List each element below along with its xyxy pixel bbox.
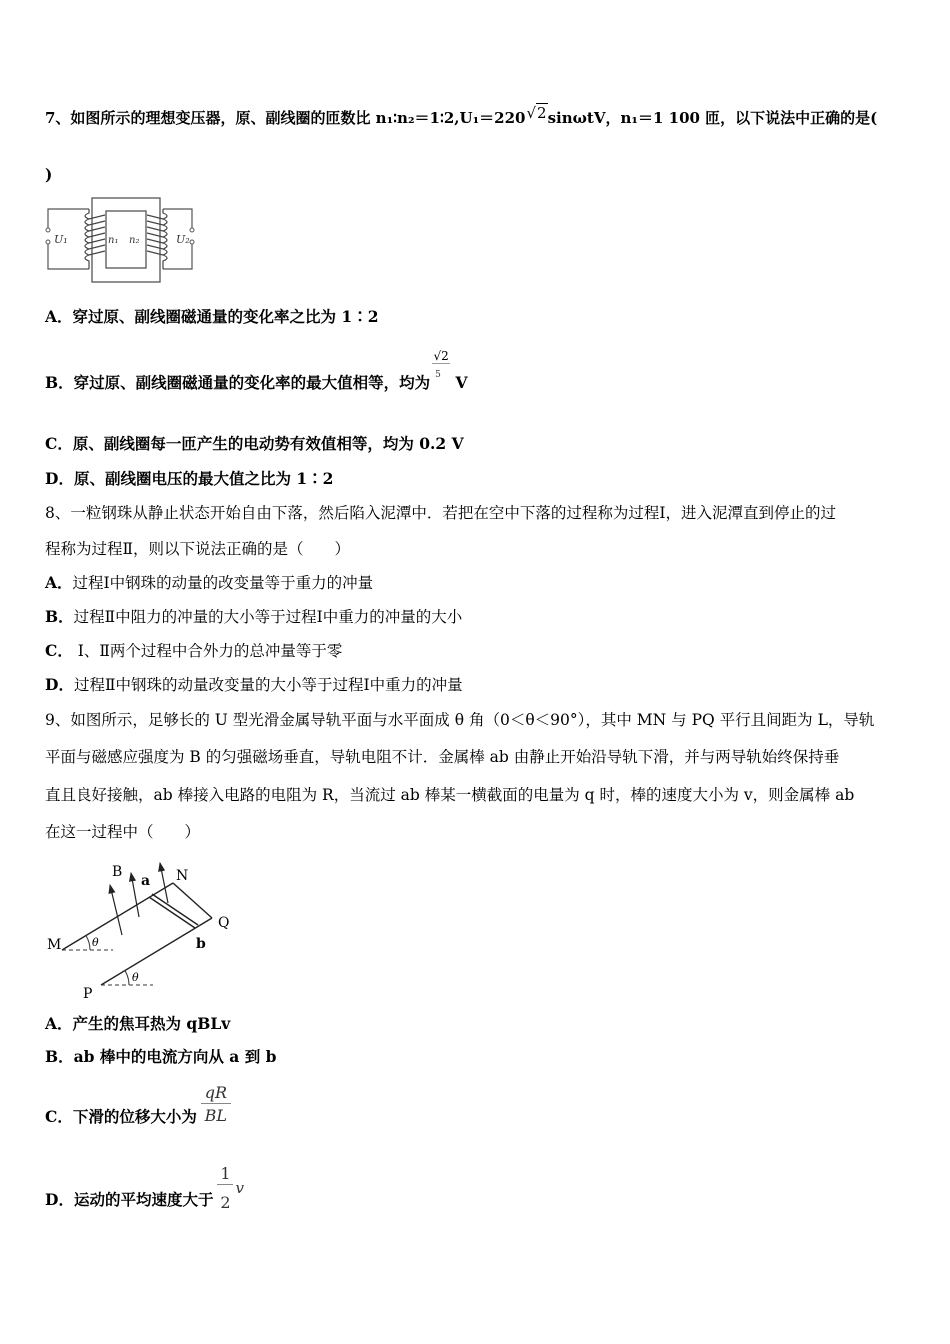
q9-option-d xyxy=(45,1164,244,1212)
option-label: A． xyxy=(45,1014,73,1033)
option-text: 下滑的位移大小为 xyxy=(72,1107,197,1126)
option-text: Ⅰ、Ⅱ两个过程中合外力的总冲量等于零 xyxy=(72,642,343,660)
q9-stem-line-4: 在这一过程中（ ） xyxy=(45,823,201,841)
option-text: 穿过原、副线圈磁通量的变化率的最大值相等，均为 xyxy=(73,373,431,392)
q8-stem-line-1: 8、一粒钢珠从静止状态开始自由下落，然后陷入泥潭中．若把在空中下落的过程称为过程Ⅰ，进入泥潭直到停止的过 xyxy=(45,504,836,522)
primary-coil xyxy=(85,209,105,269)
angle-arc-p xyxy=(125,971,129,985)
option-text: 过程Ⅱ中阻力的冲量的大小等于过程Ⅰ中重力的冲量的大小 xyxy=(73,608,463,626)
label-p: P xyxy=(83,986,93,1002)
option-unit: V xyxy=(450,373,468,392)
b-field-arrow-3 xyxy=(160,863,168,903)
fraction-denominator: BL xyxy=(204,1106,228,1125)
q7-stem-line-1 xyxy=(45,104,878,129)
q9-option-b xyxy=(45,1046,276,1068)
secondary-coil xyxy=(147,209,167,269)
q7-option-c xyxy=(45,433,464,455)
radicand: 2 xyxy=(537,104,547,122)
option-text: 原、副线圈每一匝产生的电动势有效值相等，均为 0.2 V xyxy=(72,434,464,453)
q9-option-c xyxy=(45,1083,231,1128)
q9-option-a xyxy=(45,1013,230,1035)
fraction xyxy=(432,349,450,388)
label-a: a xyxy=(141,873,151,889)
label-theta-m: θ xyxy=(92,936,99,949)
q7-option-a xyxy=(45,306,379,328)
angle-arc-m xyxy=(86,936,90,950)
q8-option-b xyxy=(45,606,462,628)
label-q: Q xyxy=(218,915,230,931)
q9-stem-line-1: 9、如图所示，足够长的 U 型光滑金属导轨平面与水平面成 θ 角（0＜θ＜90°），其中 MN 与 PQ 平行且间距为 L，导轨 xyxy=(45,711,875,729)
label-b-field: B xyxy=(112,864,123,880)
fraction-denominator: 2 xyxy=(220,1193,231,1212)
option-text: 原、副线圈电压的最大值之比为 1∶2 xyxy=(73,469,334,488)
primary-terminal-bottom xyxy=(46,240,50,244)
radical-sign: √ xyxy=(526,104,537,122)
q8-option-c xyxy=(45,640,342,662)
b-field-arrow-2 xyxy=(131,873,139,917)
option-text: 产生的焦耳热为 qBLv xyxy=(72,1014,231,1033)
b-field-arrow-1 xyxy=(110,885,122,935)
fraction-numerator: qR xyxy=(201,1083,231,1104)
option-text: 过程Ⅱ中钢珠的动量改变量的大小等于过程Ⅰ中重力的冲量 xyxy=(73,676,463,694)
label-b: b xyxy=(196,936,206,952)
label-n2: n₂ xyxy=(129,235,140,246)
label-theta-p: θ xyxy=(132,971,139,984)
option-label: D． xyxy=(45,675,74,694)
option-label: C． xyxy=(45,1107,73,1126)
sqrt-expression xyxy=(526,104,547,122)
label-u2: U₂ xyxy=(176,233,190,246)
fraction xyxy=(201,1083,231,1125)
option-text: 过程Ⅰ中钢珠的动量的改变量等于重力的冲量 xyxy=(72,574,374,592)
option-label: B． xyxy=(45,373,74,392)
primary-terminal-top xyxy=(46,228,50,232)
fraction-numerator: 1 xyxy=(217,1164,233,1185)
option-label: A． xyxy=(45,573,73,592)
option-label: C． xyxy=(45,434,73,453)
option-label: A． xyxy=(45,307,73,326)
rail-diagram xyxy=(45,855,240,1003)
option-label: B． xyxy=(45,607,74,626)
q7-option-d xyxy=(45,468,333,490)
q8-option-a xyxy=(45,572,373,594)
fraction-numerator: √2 xyxy=(433,349,449,363)
rod-ab-edge-1 xyxy=(149,897,195,928)
option-label: D． xyxy=(45,469,74,488)
q7-option-b xyxy=(45,349,468,394)
label-n: N xyxy=(176,868,189,884)
q8-stem-line-2: 程称为过程Ⅱ，则以下说法正确的是（ ） xyxy=(45,540,351,558)
transformer-diagram xyxy=(45,197,195,283)
q7-stem-part-b: sinωtV，n₁＝1 100 匝，以下说法中正确的是( xyxy=(547,109,878,127)
label-u1: U₁ xyxy=(54,233,68,246)
fraction xyxy=(217,1164,233,1212)
q9-stem-line-3: 直且良好接触，ab 棒接入电路的电阻为 R，当流过 ab 棒某一横截面的电量为 q 时，棒的速度大小为 v，则金属棒 ab xyxy=(45,786,855,804)
q8-option-d xyxy=(45,674,463,696)
option-text: 穿过原、副线圈磁通量的变化率之比为 1∶2 xyxy=(72,307,379,326)
fraction-denominator: 5 xyxy=(435,370,441,380)
option-text: 运动的平均速度大于 xyxy=(73,1190,214,1209)
option-label: B． xyxy=(45,1047,74,1066)
label-m: M xyxy=(47,937,62,953)
label-n1: n₁ xyxy=(108,235,119,246)
variable-v: v xyxy=(235,1179,244,1197)
secondary-terminal-bottom xyxy=(190,240,194,244)
option-text: ab 棒中的电流方向从 a 到 b xyxy=(73,1047,277,1066)
q9-stem-line-2: 平面与磁感应强度为 B 的匀强磁场垂直，导轨电阻不计．金属棒 ab 由静止开始沿导轨下滑，并与两导轨始终保持垂 xyxy=(45,748,840,766)
q7-stem-close: ) xyxy=(45,165,53,184)
secondary-terminal-top xyxy=(190,228,194,232)
option-label: D． xyxy=(45,1190,74,1209)
option-label: C． xyxy=(45,641,73,660)
q7-stem-part-a: 7、如图所示的理想变压器，原、副线圈的匝数比 n₁∶n₂＝1∶2,U₁＝220 xyxy=(45,109,526,127)
